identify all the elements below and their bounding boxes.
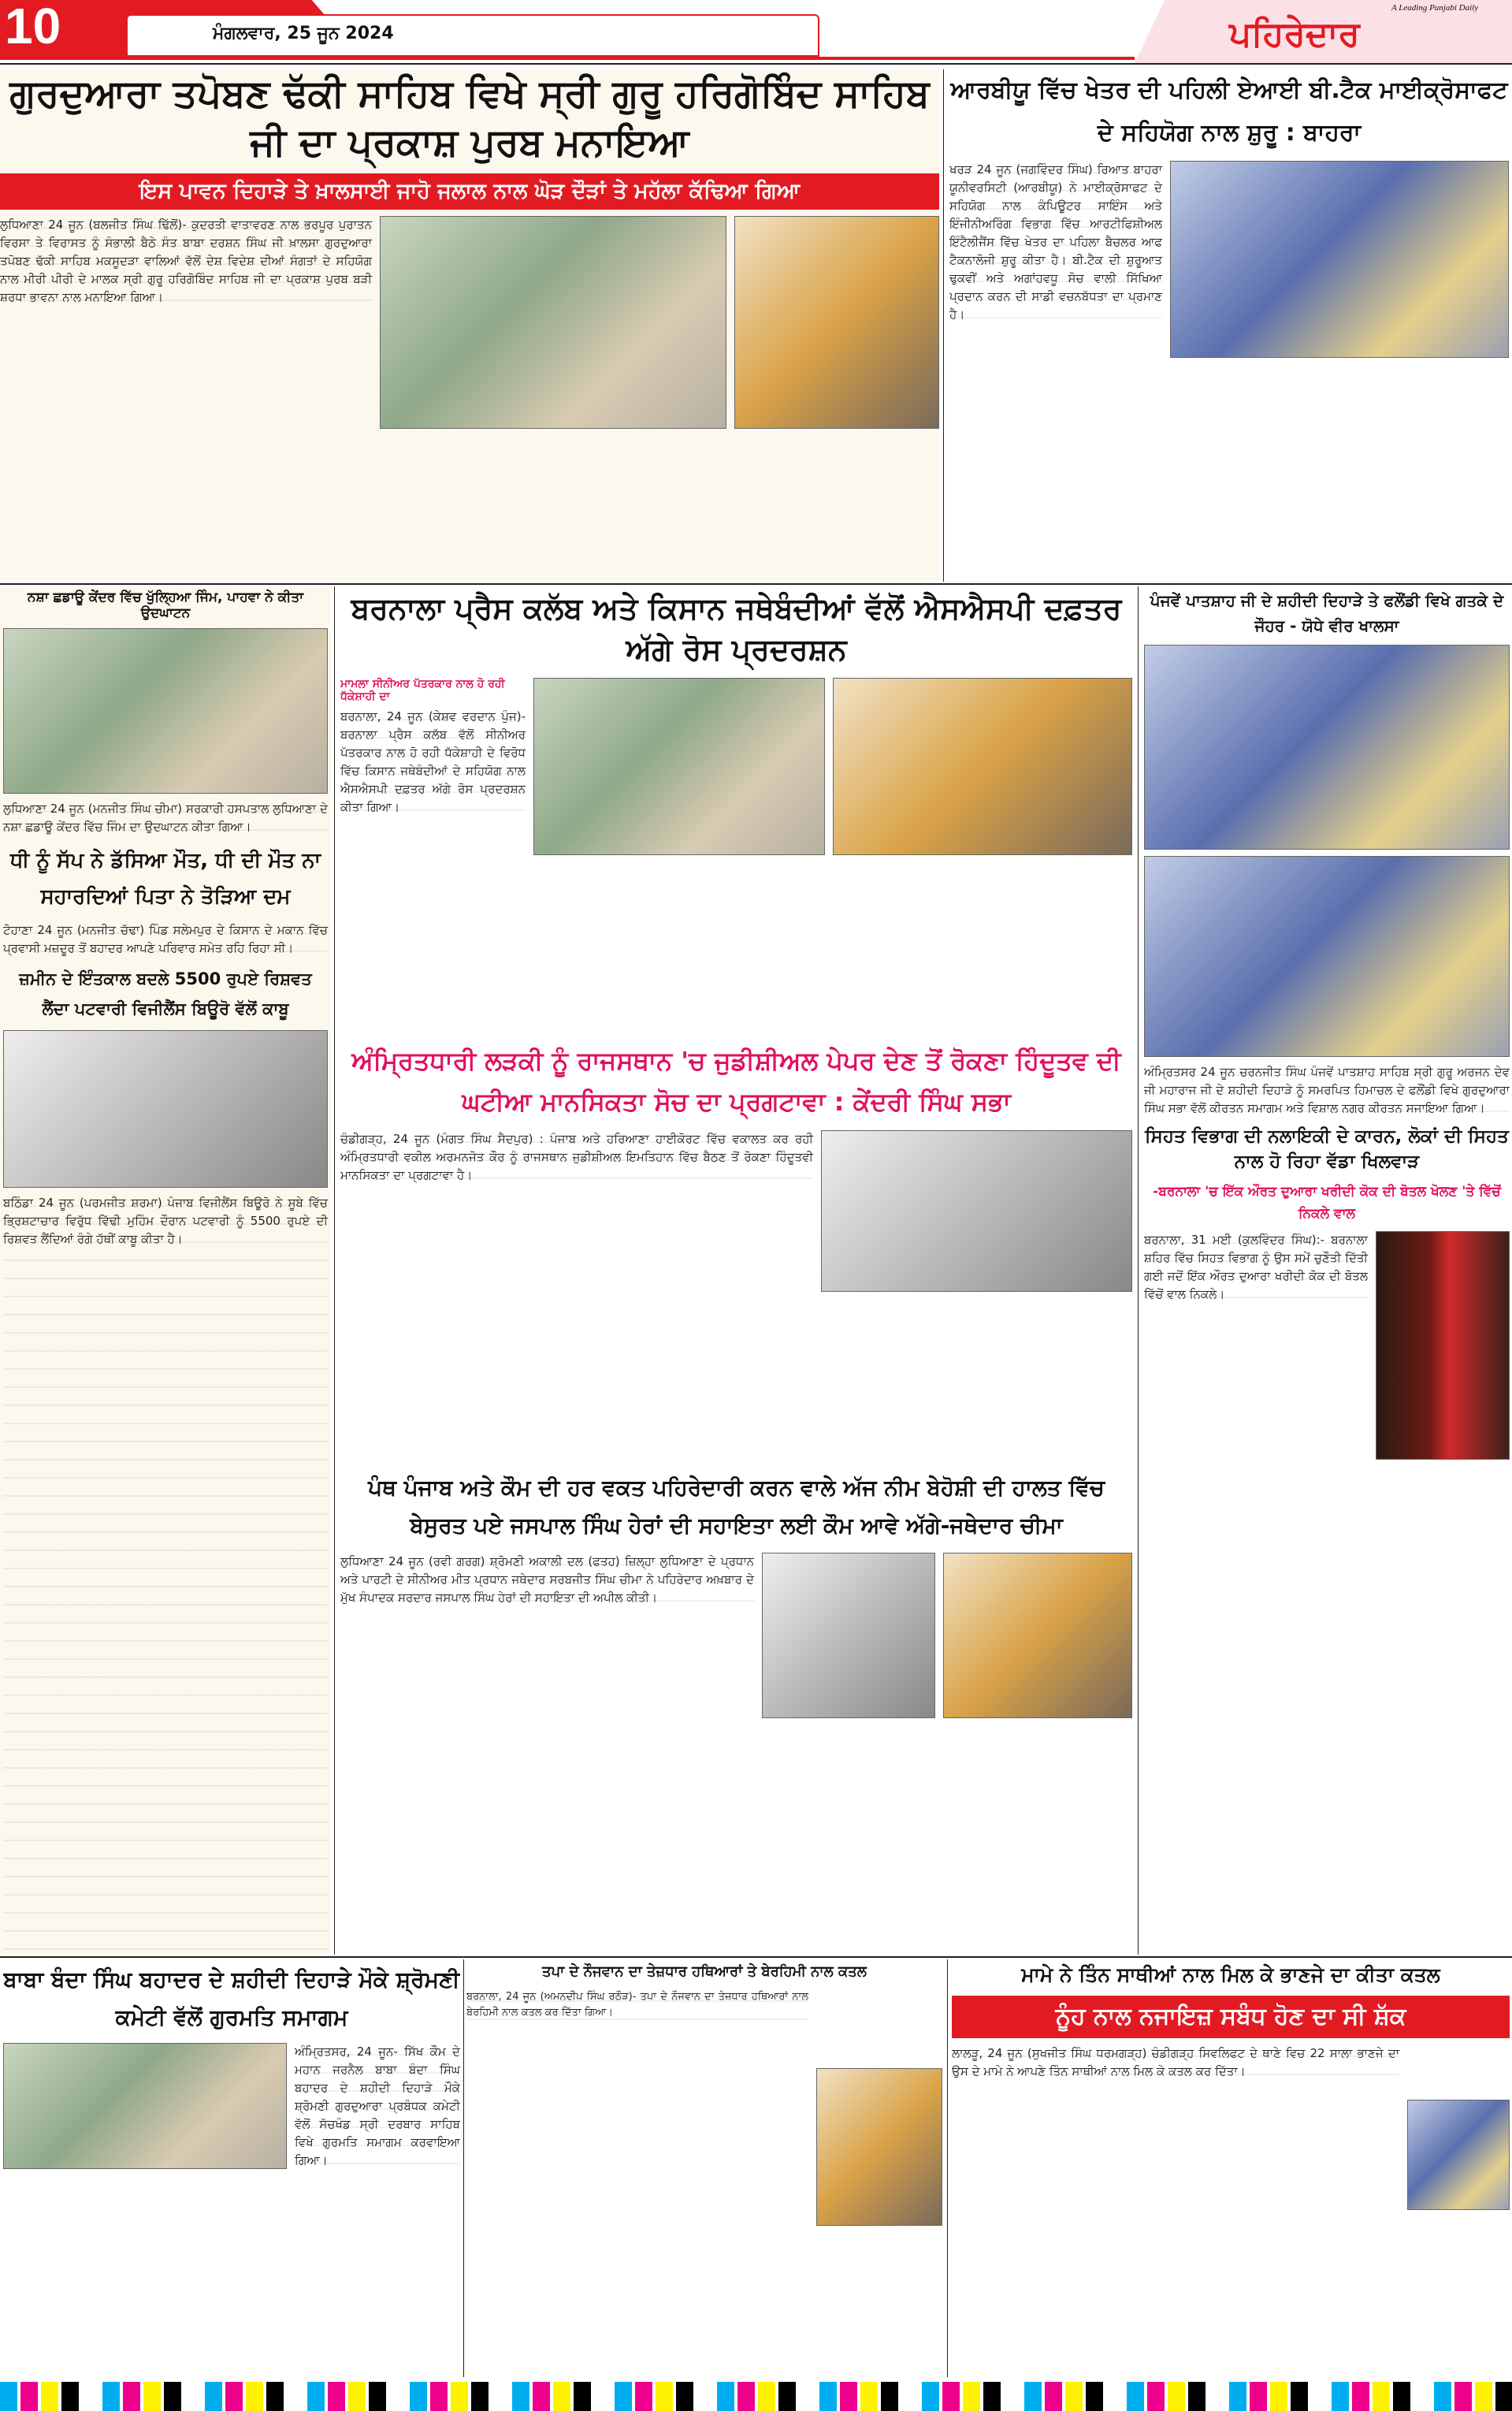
rbu-body: ਖਰੜ 24 ਜੂਨ (ਜਗਵਿੰਦਰ ਸਿੰਘ) ਰਿਆਤ ਬਾਹਰਾ ਯੂਨੀਵਰਸਿਟੀ (ਆਰਬੀਯੂ) ਨੇ ਮਾਈਕ੍ਰੋਸਾਫਟ ਦੇ ਸਹਿਯੋਗ ਨਾਲ ਕੰਪਿਊਟਰ ਸਾਇੰਸ ਅਤੇ ਇੰਜੀਨੀਅਰਿੰਗ ਵਿਭਾਗ ਵਿੱਚ ਆਰਟੀਫਿਸ਼ੀਅਲ ਇੰਟੈਲੀਜੈਂਸ ਵਿੱਚ ਖੇਤਰ ਦਾ ਪਹਿਲਾ ਬੈਚਲਰ ਆਫ ਟੈਕਨਾਲੋਜੀ ਸ਼ੁਰੂ ਕੀਤਾ ਹੈ। ਬੀ.ਟੈਕ ਦੀ ਸ਼ੁਰੂਆਤ ਢੁਕਵੀਂ ਅਤੇ ਅਗਾਂਹਵਧੂ ਸੋਚ ਵਾਲੀ ਸਿੱਖਿਆ ਪ੍ਰਦਾਨ ਕਰਨ ਦੀ ਸਾਡੀ ਵਚਨਬੱਧਤਾ ਦਾ ਪ੍ਰਮਾਣ ਹੈ। [949, 161, 1162, 324]
heran-photo-2 [943, 1553, 1132, 1718]
section-rule [0, 1956, 1512, 1958]
rbu-photo-group [1170, 161, 1509, 358]
tapoban-content [0, 216, 939, 429]
masthead-rule [0, 63, 1512, 65]
health-content [1144, 1231, 1510, 1955]
rbu-headline: ਆਰਬੀਯੂ ਵਿੱਚ ਖੇਤਰ ਦੀ ਪਹਿਲੀ ਏਆਈ ਬੀ.ਟੈਕ ਮਾਈਕ੍ਰੋਸਾਫਟ ਦੇ ਸਹਿਯੋਗ ਨਾਲ ਸ਼ੁਰੂ : ਬਾਹਰਾ [950, 76, 1508, 147]
left-column [0, 586, 331, 1955]
barnala-photo-protest-1 [533, 678, 825, 855]
barnala-photo-protest-2 [833, 678, 1132, 855]
banda-story [3, 1961, 460, 2377]
tapa-victim-photo [816, 2068, 942, 2226]
column-divider [463, 1959, 464, 2377]
heran-photo-1 [762, 1553, 935, 1718]
banda-photo [3, 2043, 287, 2169]
heran-headline: ਪੰਥ ਪੰਜਾਬ ਅਤੇ ਕੌਮ ਦੀ ਹਰ ਵਕਤ ਪਹਿਰੇਦਾਰੀ ਕਰਨ ਵਾਲੇ ਅੱਜ ਨੀਮ ਬੇਹੋਸ਼ੀ ਦੀ ਹਾਲਤ ਵਿੱਚ ਬੇਸੁਰਤ ਪਏ ਜਸਪਾਲ ਸਿੰਘ ਹੇਰਾਂ ਦੀ ਸਹਾਇਤਾ ਲਈ ਕੌਮ ਆਵੇ ਅੱਗੇ-ਜਥੇਦਾਰ ਚੀਮਾ [368, 1475, 1105, 1539]
color-registration-strip [0, 2382, 1512, 2411]
tapoban-subhead: ਇਸ ਪਾਵਨ ਦਿਹਾੜੇ ਤੇ ਖ਼ਾਲਸਾਈ ਜਾਹੋ ਜਲਾਲ ਨਾਲ ਘੋੜ ਦੌੜਾਂ ਤੇ ਮਹੱਲਾ ਕੱਢਿਆ ਗਿਆ [0, 173, 939, 210]
mama-content [952, 2045, 1510, 2377]
mama-body: ਲਾਲੜੂ, 24 ਜੂਨ (ਸੁਖਜੀਤ ਸਿੰਘ ਧਰਮਗੜ੍ਹ) ਚੰਡੀਗੜ੍ਹ ਸਿਵਲਿਫਟ ਦੇ ਥਾਣੇ ਵਿਚ 22 ਸਾਲਾ ਭਾਣਜੇ ਦਾ ਉਸ ਦੇ ਮਾਮੇ ਨੇ ਆਪਣੇ ਤਿੰਨ ਸਾਥੀਆਂ ਨਾਲ ਮਿਲ ਕੇ ਕਤਲ ਕਰ ਦਿੱਤਾ। [952, 2045, 1399, 2081]
mama-story [952, 1961, 1510, 2377]
barnala-byline: ਮਾਮਲਾ ਸੀਨੀਅਰ ਪੱਤਰਕਾਰ ਨਾਲ ਹੋ ਰਹੀ ਧੱਕੇਸ਼ਾਹੀ ਦਾ [340, 678, 505, 703]
column-divider [1138, 586, 1139, 1955]
tapoban-body: ਲੁਧਿਆਣਾ 24 ਜੂਨ (ਬਲਜੀਤ ਸਿੰਘ ਢਿੱਲੋਂ)- ਕੁਦਰਤੀ ਵਾਤਾਵਰਣ ਨਾਲ ਭਰਪੂਰ ਪੁਰਾਤਨ ਵਿਰਸਾ ਤੇ ਵਿਰਾਸਤ ਨੂੰ ਸੰਭਾਲੀ ਬੈਠੇ ਸੰਤ ਬਾਬਾ ਦਰਸ਼ਨ ਸਿੰਘ ਜੀ ਖ਼ਾਲਸਾ ਗੁਰਦੁਆਰਾ ਤਪੋਬਣ ਢੱਕੀ ਸਾਹਿਬ ਮਕਸੂਦੜਾ ਵਾਲਿਆਂ ਵੱਲੋਂ ਦੇਸ਼ ਵਿਦੇਸ਼ ਦੀਆਂ ਸੰਗਤਾਂ ਦੇ ਸਹਿਯੋਗ ਨਾਲ ਮੀਰੀ ਪੀਰੀ ਦੇ ਮਾਲਕ ਸ੍ਰੀ ਗੁਰੂ ਹਰਿਗੋਬਿੰਦ ਸਾਹਿਬ ਜੀ ਦਾ ਪ੍ਰਕਾਸ਼ ਪੁਰਬ ਬੜੀ ਸ਼ਰਧਾ ਭਾਵਨਾ ਨਾਲ ਮਨਾਇਆ ਗਿਆ। [0, 216, 372, 307]
health-headline: ਸਿਹਤ ਵਿਭਾਗ ਦੀ ਨਲਾਇਕੀ ਦੇ ਕਾਰਨ, ਲੋਕਾਂ ਦੀ ਸਿਹਤ ਨਾਲ ਹੋ ਰਿਹਾ ਵੱਡਾ ਖਿਲਵਾੜ [1145, 1126, 1509, 1172]
patwari-headline: ਜ਼ਮੀਨ ਦੇ ਇੰਤਕਾਲ ਬਦਲੇ 5500 ਰੁਪਏ ਰਿਸ਼ਵਤ ਲੈਂਦਾ ਪਟਵਾਰੀ ਵਿਜੀਲੈਂਸ ਬਿਊਰੋ ਵੱਲੋਂ ਕਾਬੂ [19, 969, 312, 1018]
phalondi-photo-group [1144, 856, 1510, 1057]
tapoban-photo-procession [380, 216, 726, 429]
tapoban-headline: ਗੁਰਦੁਆਰਾ ਤਪੋਬਣ ਢੱਕੀ ਸਾਹਿਬ ਵਿਖੇ ਸ੍ਰੀ ਗੁਰੂ ਹਰਿਗੋਬਿੰਦ ਸਾਹਿਬ ਜੀ ਦਾ ਪ੍ਰਕਾਸ਼ ਪੁਰਬ ਮਨਾਇਆ [9, 72, 930, 165]
masthead-red-line [0, 57, 1135, 60]
column-divider [334, 586, 335, 1955]
health-body: ਬਰਨਾਲਾ, 31 ਮਈ (ਕੁਲਵਿੰਦਰ ਸਿੰਘ):- ਬਰਨਾਲਾ ਸ਼ਹਿਰ ਵਿੱਚ ਸਿਹਤ ਵਿਭਾਗ ਨੂੰ ਉਸ ਸਮੇਂ ਚੁਣੌਤੀ ਦਿੱਤੀ ਗਈ ਜਦੋਂ ਇੱਕ ਔਰਤ ਦੁਆਰਾ ਖਰੀਦੀ ਕੋਕ ਦੀ ਬੋਤਲ ਵਿੱਚੋਂ ਵਾਲ ਨਿਕਲੇ। [1144, 1231, 1368, 1304]
tapa-content [466, 1989, 942, 2377]
barnala-content [340, 678, 1132, 1032]
masthead [0, 0, 1512, 63]
paper-logo: ਪਹਿਰੇਦਾਰ [1229, 14, 1360, 54]
right-column [1144, 588, 1510, 1955]
tapoban-story [0, 69, 939, 580]
rbu-story [949, 69, 1509, 580]
health-subhead: -ਬਰਨਾਲਾ 'ਚ ਇੱਕ ਔਰਤ ਦੁਆਰਾ ਖਰੀਦੀ ਕੋਕ ਦੀ ਬੋਤਲ ਖੋਲਣ 'ਤੇ ਵਿੱਚੋਂ ਨਿਕਲੇ ਵਾਲ [1153, 1184, 1501, 1222]
banda-body: ਅੰਮ੍ਰਿਤਸਰ, 24 ਜੂਨ- ਸਿੱਖ ਕੌਮ ਦੇ ਮਹਾਨ ਜਰਨੈਲ ਬਾਬਾ ਬੰਦਾ ਸਿੰਘ ਬਹਾਦਰ ਦੇ ਸ਼ਹੀਦੀ ਦਿਹਾੜੇ ਮੌਕੇ ਸ਼੍ਰੋਮਣੀ ਗੁਰਦੁਆਰਾ ਪ੍ਰਬੰਧਕ ਕਮੇਟੀ ਵੱਲੋਂ ਸੱਚਖੰਡ ਸ੍ਰੀ ਦਰਬਾਰ ਸਾਹਿਬ ਵਿਖੇ ਗੁਰਮਤਿ ਸਮਾਗਮ ਕਰਵਾਇਆ ਗਿਆ। [295, 2043, 460, 2170]
rbu-content [949, 161, 1509, 358]
barnala-text [340, 678, 526, 817]
mama-subhead: ਨੂੰਹ ਨਾਲ ਨਜਾਇਜ਼ ਸਬੰਧ ਹੋਣ ਦਾ ਸੀ ਸ਼ੱਕ [952, 1996, 1510, 2038]
snake-body: ਟੋਹਾਣਾ 24 ਜੂਨ (ਮਨਜੀਤ ਚੱਢਾ) ਪਿੰਡ ਸਲੇਮਪੁਰ ਦੇ ਕਿਸਾਨ ਦੇ ਮਕਾਨ ਵਿੱਚ ਪ੍ਰਵਾਸੀ ਮਜ਼ਦੂਰ ਤੋਂ ਬਹਾਦਰ ਆਪਣੇ ਪਰਿਵਾਰ ਸਮੇਤ ਰਹਿ ਰਿਹਾ ਸੀ। [3, 921, 328, 958]
banda-headline: ਬਾਬਾ ਬੰਦਾ ਸਿੰਘ ਬਹਾਦਰ ਦੇ ਸ਼ਹੀਦੀ ਦਿਹਾੜੇ ਮੌਕੇ ਸ਼੍ਰੋਮਣੀ ਕਮੇਟੀ ਵੱਲੋਂ ਗੁਰਮਤਿ ਸਮਾਗਮ [3, 1966, 460, 2030]
banda-content [3, 2043, 460, 2377]
column-divider [947, 1959, 948, 2377]
section-rule [0, 583, 1512, 585]
gym-body: ਲੁਧਿਆਣਾ 24 ਜੂਨ (ਮਨਜੀਤ ਸਿੰਘ ਚੀਮਾ) ਸਰਕਾਰੀ ਹਸਪਤਾਲ ਲੁਧਿਆਣਾ ਦੇ ਨਸ਼ਾ ਛਡਾਊ ਕੇਂਦਰ ਵਿੱਚ ਜਿੰਮ ਦਾ ਉਦਘਾਟਨ ਕੀਤਾ ਗਿਆ। [3, 800, 328, 836]
tapa-story [466, 1961, 942, 2377]
phalondi-headline: ਪੰਜਵੇਂ ਪਾਤਸ਼ਾਹ ਜੀ ਦੇ ਸ਼ਹੀਦੀ ਦਿਹਾੜੇ ਤੇ ਫਲੌਂਡੀ ਵਿਖੇ ਗਤਕੇ ਦੇ ਜੌਹਰ - ਯੋਧੇ ਵੀਰ ਖਾਲਸਾ [1150, 591, 1504, 635]
column-divider [943, 69, 944, 582]
barnala-headline: ਬਰਨਾਲਾ ਪ੍ਰੈਸ ਕਲੱਬ ਅਤੇ ਕਿਸਾਨ ਜਥੇਬੰਦੀਆਂ ਵੱਲੋਂ ਐਸਐਸਪੀ ਦਫ਼ਤਰ ਅੱਗੇ ਰੋਸ ਪ੍ਰਦਰਸ਼ਨ [351, 591, 1122, 667]
mama-headline: ਮਾਮੇ ਨੇ ਤਿੰਨ ਸਾਥੀਆਂ ਨਾਲ ਮਿਲ ਕੇ ਭਾਣਜੇ ਦਾ ਕੀਤਾ ਕਤਲ [1021, 1963, 1440, 1986]
page-number: 10 [5, 0, 61, 54]
gym-headline: ਨਸ਼ਾ ਛਡਾਊ ਕੇਂਦਰ ਵਿੱਚ ਖੁੱਲ੍ਹਿਆ ਜਿੰਮ, ਪਾਹਵਾ ਨੇ ਕੀਤਾ ਉਦਘਾਟਨ [27, 590, 304, 622]
judicial-headline: ਅੰਮ੍ਰਿਤਧਾਰੀ ਲੜਕੀ ਨੂੰ ਰਾਜਸਥਾਨ 'ਚ ਜੁਡੀਸ਼ੀਅਲ ਪੇਪਰ ਦੇਣ ਤੋਂ ਰੋਕਣਾ ਹਿੰਦੂਤਵ ਦੀ ਘਟੀਆ ਮਾਨਸਿਕਤਾ ਸੋਚ ਦਾ ਪ੍ਰਗਟਾਵਾ : ਕੇਂਦਰੀ ਸਿੰਘ ਸਭਾ [351, 1046, 1121, 1117]
mama-victim-photo [1407, 2100, 1510, 2210]
health-photo-coke-bottle [1376, 1231, 1510, 1460]
middle-column [340, 588, 1132, 1955]
heran-body: ਲੁਧਿਆਣਾ 24 ਜੂਨ (ਰਵੀ ਗਰਗ) ਸ਼੍ਰੋਮਣੀ ਅਕਾਲੀ ਦਲ (ਫਤਹ) ਜ਼ਿਲ੍ਹਾ ਲੁਧਿਆਣਾ ਦੇ ਪ੍ਰਧਾਨ ਅਤੇ ਪਾਰਟੀ ਦੇ ਸੀਨੀਅਰ ਮੀਤ ਪ੍ਰਧਾਨ ਜਥੇਦਾਰ ਸਰਬਜੀਤ ਸਿੰਘ ਚੀਮਾ ਨੇ ਪਹਿਰੇਦਾਰ ਅਖ਼ਬਾਰ ਦੇ ਮੁੱਖ ਸੰਪਾਦਕ ਸਰਦਾਰ ਜਸਪਾਲ ਸਿੰਘ ਹੇਰਾਂ ਦੀ ਸਹਾਇਤਾ ਦੀ ਅਪੀਲ ਕੀਤੀ। [340, 1553, 754, 1607]
phalondi-body: ਅੰਮ੍ਰਿਤਸਰ 24 ਜੂਨ ਚਰਨਜੀਤ ਸਿੰਘ ਪੰਜਵੇਂ ਪਾਤਸ਼ਾਹ ਸਾਹਿਬ ਸ੍ਰੀ ਗੁਰੂ ਅਰਜਨ ਦੇਵ ਜੀ ਮਹਾਰਾਜ ਜੀ ਦੇ ਸ਼ਹੀਦੀ ਦਿਹਾੜੇ ਨੂੰ ਸਮਰਪਿਤ ਹਿਮਾਚਲ ਦੇ ਫਲੌਂਡੀ ਵਿਖੇ ਗੁਰਦੁਆਰਾ ਸਿੰਘ ਸਭਾ ਵੱਲੋਂ ਕੀਰਤਨ ਸਮਾਗਮ ਅਤੇ ਵਿਸ਼ਾਲ ਨਗਰ ਕੀਰਤਨ ਸਜਾਇਆ ਗਿਆ। [1144, 1063, 1510, 1118]
tapa-headline: ਤਪਾ ਦੇ ਨੌਜਵਾਨ ਦਾ ਤੇਜ਼ਧਾਰ ਹਥਿਆਰਾਂ ਤੇ ਬੇਰਹਿਮੀ ਨਾਲ ਕਤਲ [542, 1963, 867, 1980]
judicial-body: ਚੰਡੀਗੜ੍ਹ, 24 ਜੂਨ (ਮੰਗਤ ਸਿੰਘ ਸੈਦਪੁਰ) : ਪੰਜਾਬ ਅਤੇ ਹਰਿਆਣਾ ਹਾਈਕੋਰਟ ਵਿੱਚ ਵਕਾਲਤ ਕਰ ਰਹੀ ਅੰਮ੍ਰਿਤਧਾਰੀ ਵਕੀਲ ਅਰਮਨਜੋਤ ਕੌਰ ਨੂੰ ਰਾਜਸਥਾਨ ਜੁਡੀਸ਼ੀਅਲ ਇਮਤਿਹਾਨ ਵਿੱਚ ਬੈਠਣ ਤੋਂ ਰੋਕਣਾ ਹਿੰਦੂਤਵੀ ਮਾਨਸਿਕਤਾ ਦਾ ਪ੍ਰਗਟਾਵਾ ਹੈ। [340, 1130, 813, 1185]
patwari-body: ਬਠਿੰਡਾ 24 ਜੂਨ (ਪਰਮਜੀਤ ਸ਼ਰਮਾ) ਪੰਜਾਬ ਵਿਜੀਲੈਂਸ ਬਿਊਰੋ ਨੇ ਸੂਬੇ ਵਿੱਚ ਭ੍ਰਿਸ਼ਟਾਚਾਰ ਵਿਰੁੱਧ ਵਿੱਢੀ ਮੁਹਿੰਮ ਦੌਰਾਨ ਪਟਵਾਰੀ ਨੂੰ 5500 ਰੁਪਏ ਦੀ ਰਿਸ਼ਵਤ ਲੈਂਦਿਆਂ ਰੰਗੇ ਹੱਥੀਂ ਕਾਬੂ ਕੀਤਾ ਹੈ। [3, 1194, 328, 1951]
heran-content [340, 1553, 1132, 1955]
tagline: A Leading Punjabi Daily [1391, 3, 1479, 13]
tapoban-photo-horses [734, 216, 939, 429]
judicial-content [340, 1130, 1132, 1461]
tapa-body: ਬਰਨਾਲਾ, 24 ਜੂਨ (ਅਮਨਦੀਪ ਸਿੰਘ ਰਠੌੜ)- ਤਪਾ ਦੇ ਨੌਜਵਾਨ ਦਾ ਤੇਜ਼ਧਾਰ ਹਥਿਆਰਾਂ ਨਾਲ ਬੇਰਹਿਮੀ ਨਾਲ ਕਤਲ ਕਰ ਦਿੱਤਾ ਗਿਆ। [466, 1989, 808, 2021]
phalondi-photo-gatka [1144, 645, 1510, 850]
date: ਮੰਗਲਵਾਰ, 25 ਜੂਨ 2024 [213, 24, 394, 43]
gym-photo [3, 628, 328, 794]
barnala-body: ਬਰਨਾਲਾ, 24 ਜੂਨ (ਕੇਸ਼ਵ ਵਰਦਾਨ ਪੁੰਜ)- ਬਰਨਾਲਾ ਪ੍ਰੈਸ ਕਲੱਬ ਵੱਲੋਂ ਸੀਨੀਅਰ ਪੱਤਰਕਾਰ ਨਾਲ ਹੋ ਰਹੀ ਧੱਕੇਸ਼ਾਹੀ ਦੇ ਵਿਰੋਧ ਵਿੱਚ ਕਿਸਾਨ ਜਥੇਬੰਦੀਆਂ ਦੇ ਸਹਿਯੋਗ ਨਾਲ ਐਸਐਸਪੀ ਦਫ਼ਤਰ ਅੱਗੇ ਰੋਸ ਪ੍ਰਦਰਸ਼ਨ ਕੀਤਾ ਗਿਆ। [340, 708, 526, 817]
patwari-photo [3, 1030, 328, 1188]
judicial-photo-press [821, 1130, 1132, 1292]
snake-headline: ਧੀ ਨੂੰ ਸੱਪ ਨੇ ਡੱਸਿਆ ਮੌਤ, ਧੀ ਦੀ ਮੌਤ ਨਾ ਸਹਾਰਦਿਆਂ ਪਿਤਾ ਨੇ ਤੋੜਿਆ ਦਮ [9, 848, 321, 909]
